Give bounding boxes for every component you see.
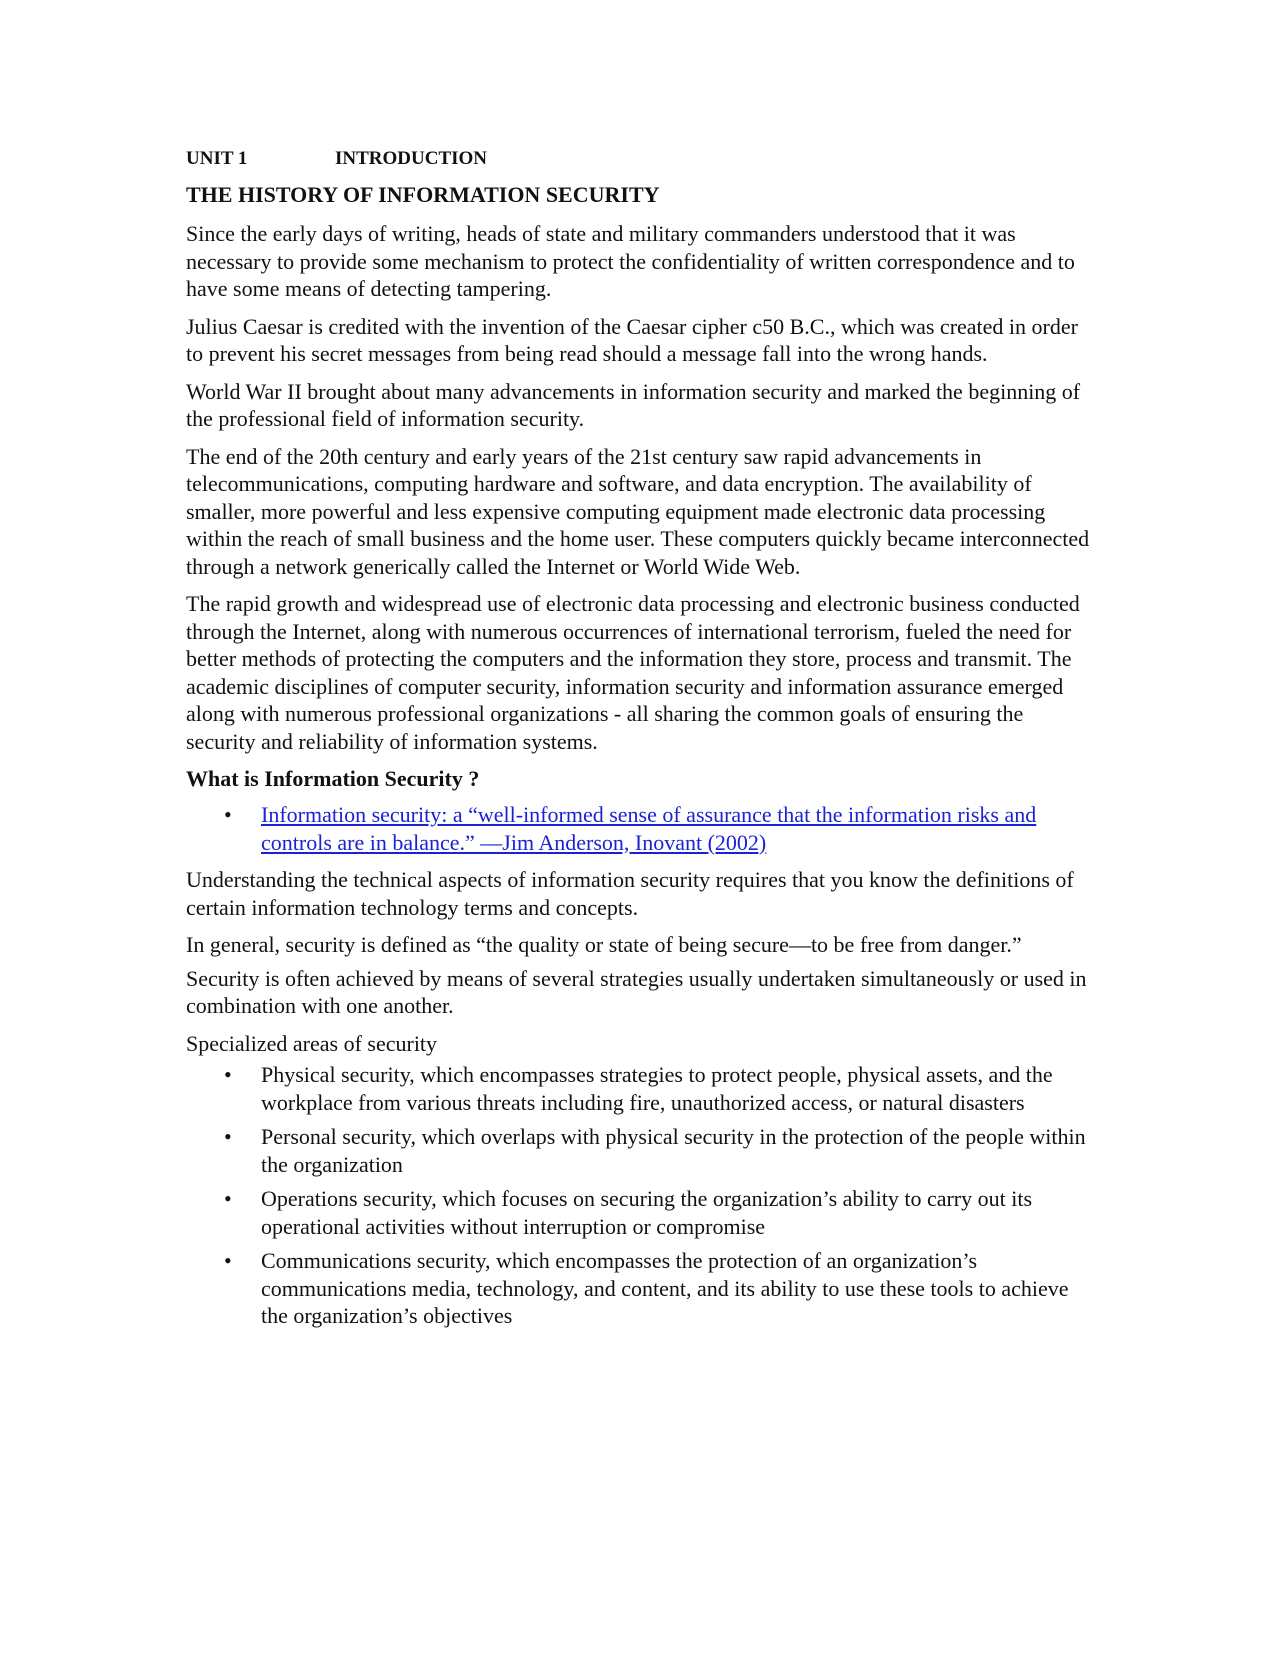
unit-title: INTRODUCTION: [335, 148, 488, 169]
bullet-icon: •: [224, 1248, 232, 1273]
bullet-icon: •: [224, 802, 232, 827]
specialized-areas-list: [186, 1061, 1096, 1330]
bullet-icon: •: [224, 1062, 232, 1087]
list-item: [186, 801, 1096, 856]
definition-quote-list: [186, 801, 1096, 856]
bullet-icon: •: [224, 1186, 232, 1211]
document-page: [186, 146, 1096, 1340]
unit-label: UNIT 1: [186, 148, 248, 169]
list-item-text: Physical security, which encompasses strategies to protect people, physical assets, and the workplace from various threats including fire, unauthorized access, or natural disasters: [261, 1062, 1053, 1115]
unit-heading: [186, 146, 1096, 172]
page-title: THE HISTORY OF INFORMATION SECURITY: [186, 182, 660, 207]
bullet-icon: •: [224, 1124, 232, 1149]
history-paragraph-1: Since the early days of writing, heads of state and military commanders understood that it was necessary to provide some mechanism to protect the confidentiality of written correspondence and to have some means of detecting tampering.: [186, 221, 1075, 301]
history-paragraph-5: The rapid growth and widespread use of electronic data processing and electronic business conducted through the Internet, along with numerous occurrences of international terrorism, fueled the need for better methods of protecting the computers and the information they store, process and transmit. The academic disciplines of computer security, information security and information assurance emerged along with numerous professional organizations - all sharing the common goals of ensuring the security and reliability of information systems.: [186, 591, 1080, 754]
definition-paragraph-3: Security is often achieved by means of several strategies usually undertaken simultaneously or used in combination with one another.: [186, 965, 1087, 1018]
list-item: [186, 1247, 1096, 1330]
list-item-text: Communications security, which encompasses the protection of an organization’s communications media, technology, and content, and its ability to use these tools to achieve the organization’s objectives: [261, 1248, 1069, 1328]
quote-link[interactable]: Information security: a “well-informed sense of assurance that the information risks and controls are in balance.” —Jim Anderson, Inovant (2002): [261, 802, 1037, 855]
list-item: [186, 1123, 1096, 1178]
history-paragraph-2: Julius Caesar is credited with the invention of the Caesar cipher c50 B.C., which was created in order to prevent his secret messages from being read should a message fall into the wrong hands.: [186, 313, 1078, 366]
list-item-text: Personal security, which overlaps with physical security in the protection of the people within the organization: [261, 1124, 1086, 1177]
definition-paragraph-2: In general, security is defined as “the quality or state of being secure—to be free from danger.”: [186, 932, 1022, 957]
definition-paragraph-1: Understanding the technical aspects of information security requires that you know the definitions of certain information technology terms and concepts.: [186, 867, 1074, 920]
history-paragraph-4: The end of the 20th century and early years of the 21st century saw rapid advancements in telecommunications, computing hardware and software, and data encryption. The availability of smaller, more powerful and less expensive computing equipment made electronic data processing within the reach of small business and the home user. These computers quickly became interconnected through a network generically called the Internet or World Wide Web.: [186, 443, 1090, 579]
list-item: [186, 1061, 1096, 1116]
list-item: [186, 1185, 1096, 1240]
what-is-heading: What is Information Security ?: [186, 766, 480, 791]
specialized-areas-label: Specialized areas of security: [186, 1030, 438, 1056]
list-item-text: Operations security, which focuses on securing the organization’s ability to carry out its operational activities without interruption or compromise: [261, 1186, 1033, 1239]
history-paragraph-3: World War II brought about many advancements in information security and marked the beginning of the professional field of information security.: [186, 378, 1081, 431]
